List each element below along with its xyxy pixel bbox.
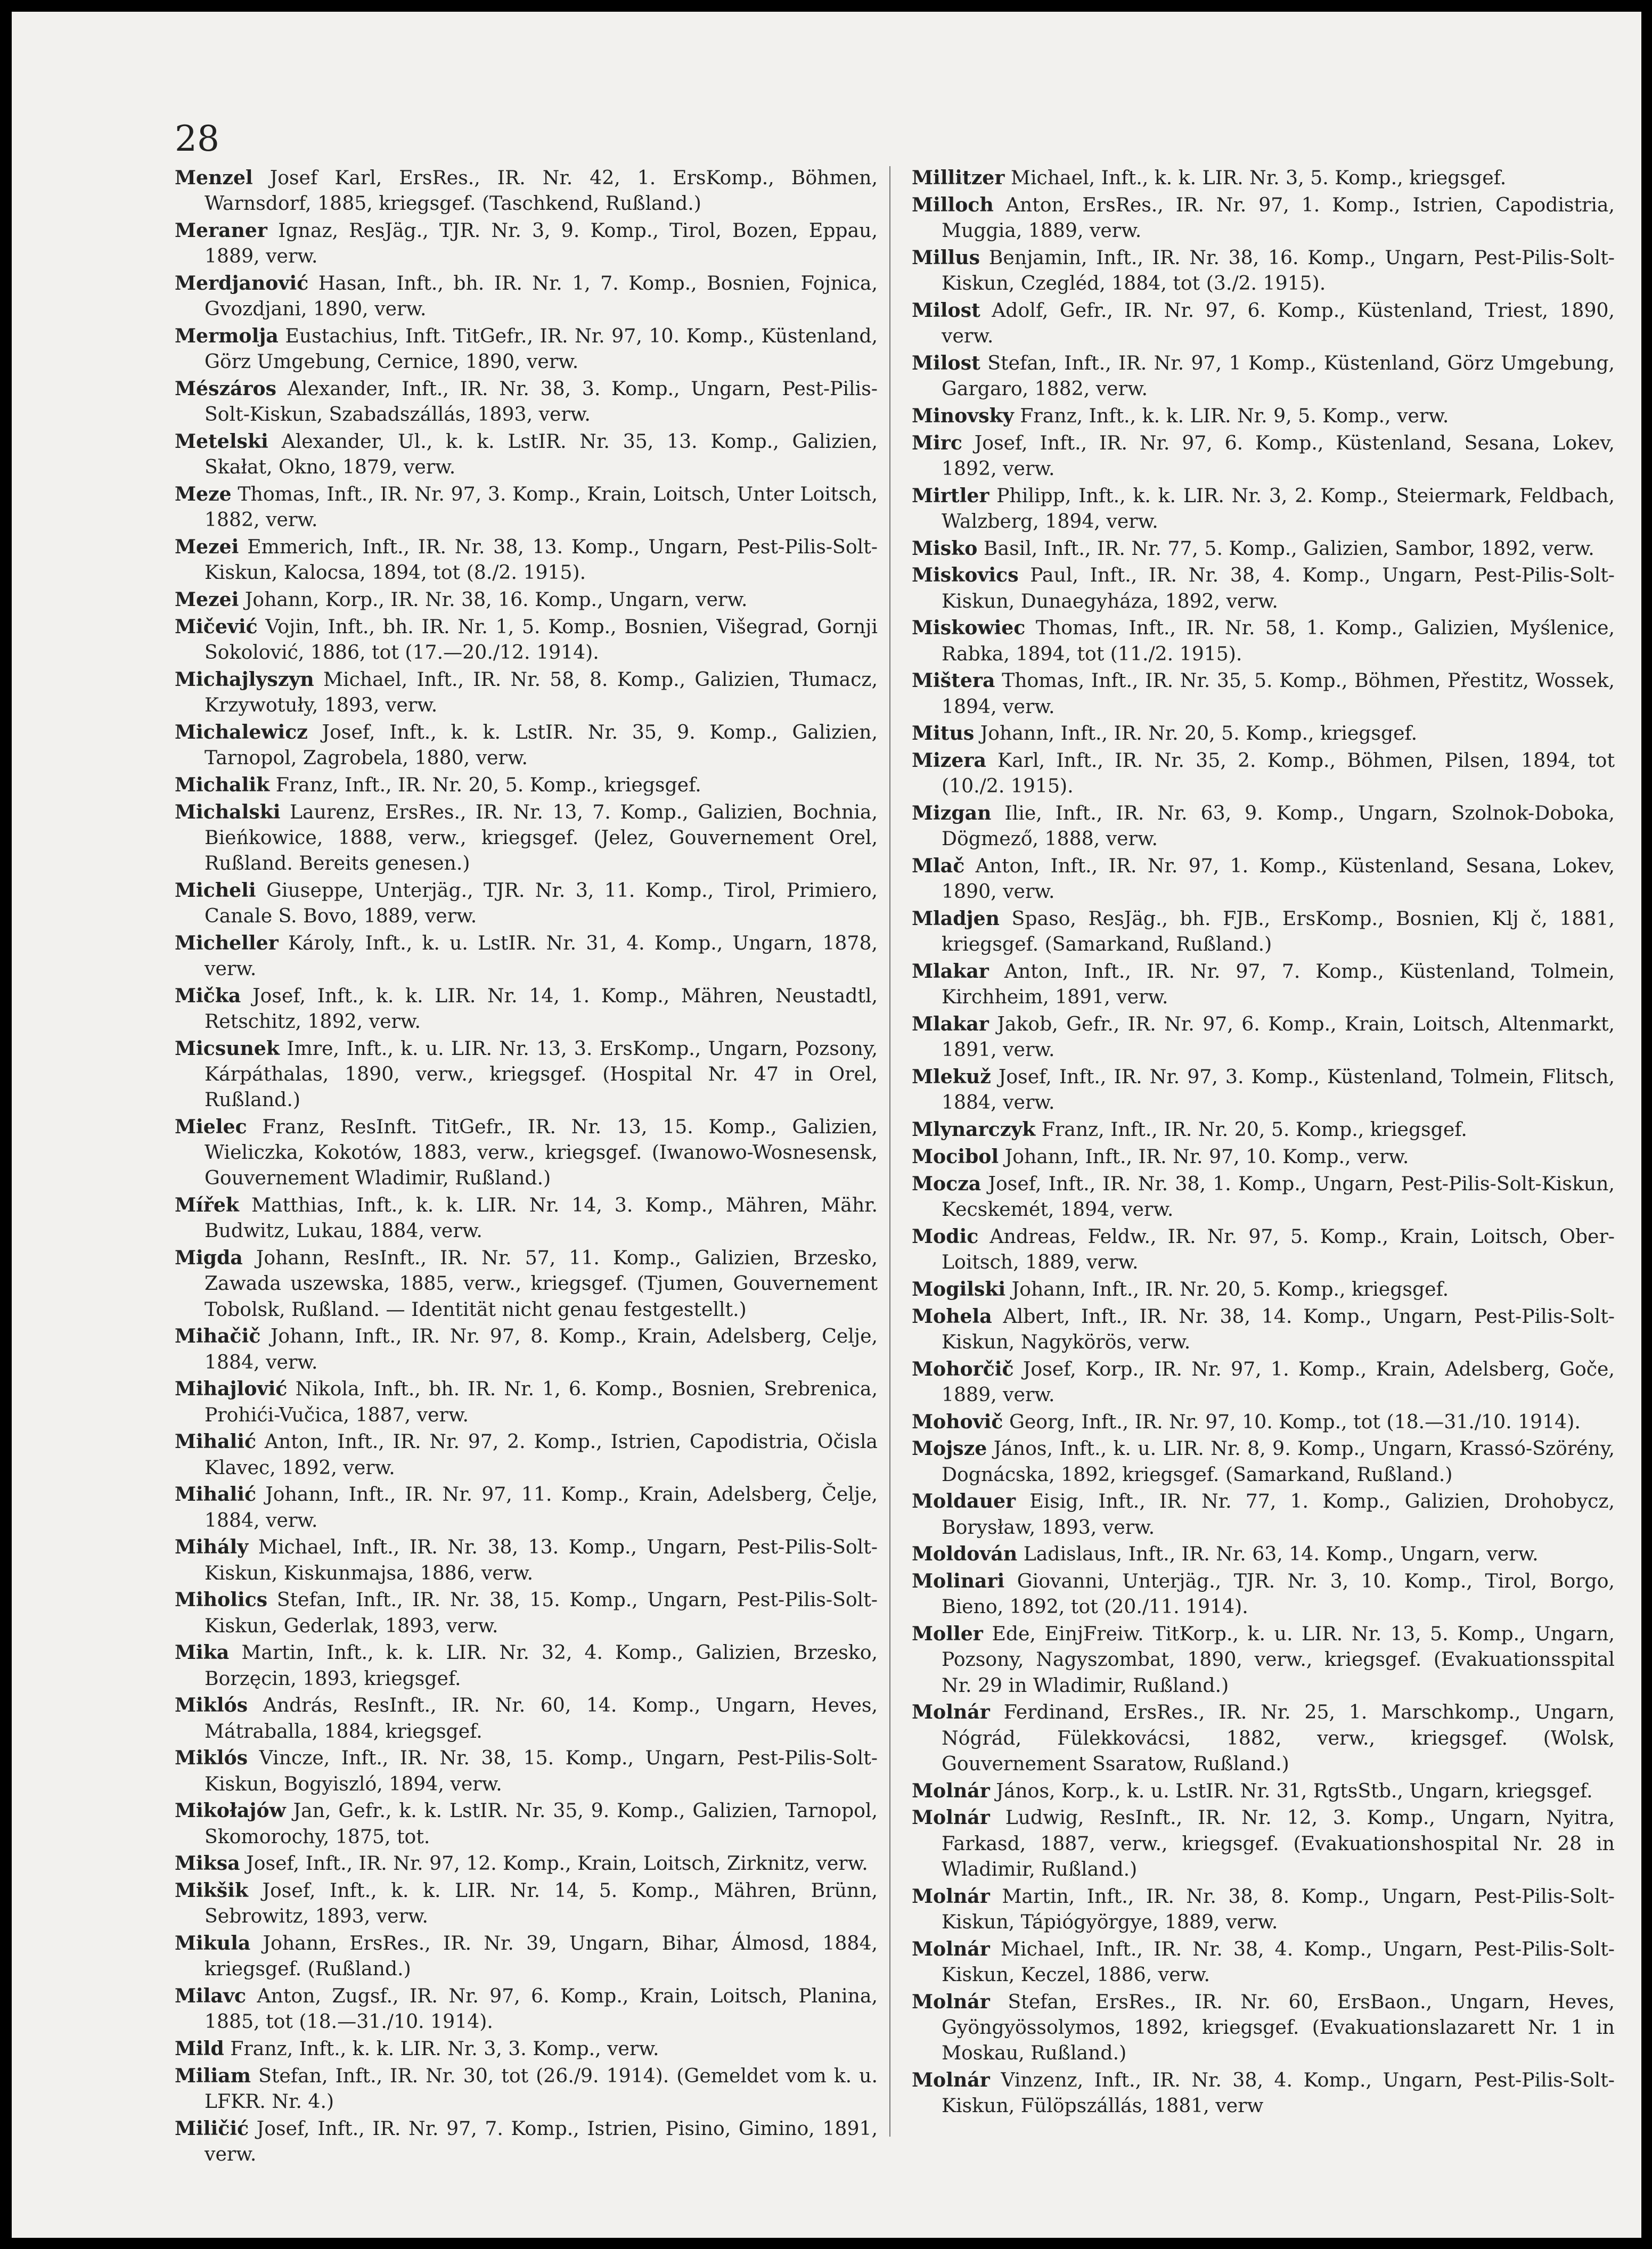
entry-surname: Michajlyszyn — [175, 667, 314, 691]
entry-details: Franz, Inft., IR. Nr. 20, 5. Komp., kriegsgef. — [1041, 1118, 1467, 1141]
entry-surname: Meraner — [175, 219, 267, 242]
entry-details: Johann, ResInft., IR. Nr. 57, 11. Komp., Galizien, Brzesko, Zawada uszewska, 1885, verw., kriegsgef. (Tjumen, Gouvernement Tobolsk, Rußland. — Identität nicht genau festgestellt.) — [205, 1246, 878, 1321]
entry-details: Josef, Inft., k. k. LstIR. Nr. 35, 9. Komp., Galizien, Tarnopol, Zagrobela, 1880, verw. — [205, 720, 878, 769]
register-entry — [175, 1323, 878, 1375]
entry-details: Ilie, Inft., IR. Nr. 63, 9. Komp., Ungarn, Szolnok-Doboka, Dögmező, 1888, verw. — [942, 802, 1615, 850]
register-entry — [912, 668, 1615, 719]
entry-surname: Mířek — [175, 1193, 239, 1217]
entry-surname: Mielec — [175, 1115, 247, 1138]
entry-surname: Milavc — [175, 1984, 247, 2008]
entry-details: Vinzenz, Inft., IR. Nr. 38, 4. Komp., Ungarn, Pest-Pilis-Solt-Kiskun, Fülöpszállás, 1881, verw — [942, 2068, 1615, 2117]
entry-surname: Molnár — [912, 1937, 990, 1960]
entry-details: Spaso, ResJäg., bh. FJB., ErsKomp., Bosnien, Klj č, 1881, kriegsgef. (Samarkand, Rußland.) — [942, 907, 1615, 956]
entry-surname: Michalewicz — [175, 720, 308, 743]
entry-details: Ignaz, ResJäg., TJR. Nr. 3, 9. Komp., Tirol, Bozen, Eppau, 1889, verw. — [205, 219, 878, 268]
entry-surname: Mild — [175, 2037, 224, 2060]
register-entry — [175, 165, 878, 216]
entry-surname: Mocza — [912, 1172, 982, 1195]
register-entry — [175, 587, 878, 612]
entry-details: Jan, Gefr., k. k. LstIR. Nr. 35, 9. Komp., Galizien, Tarnopol, Skomorochy, 1875, tot. — [205, 1799, 878, 1848]
register-entry — [175, 2063, 878, 2114]
entry-details: Paul, Inft., IR. Nr. 38, 4. Komp., Ungarn, Pest-Pilis-Solt-Kiskun, Dunaegyháza, 1892, verw. — [942, 563, 1615, 612]
register-entry — [912, 1489, 1615, 1540]
entry-details: János, Korp., k. u. LstIR. Nr. 31, RgtsStb., Ungarn, kriegsgef. — [996, 1779, 1593, 1802]
entry-details: Stefan, Inft., IR. Nr. 30, tot (26./9. 1914). (Gemeldet vom k. u. LFKR. Nr. 4.) — [205, 2064, 878, 2113]
entry-surname: Molnár — [912, 1806, 990, 1829]
register-entry — [912, 959, 1615, 1010]
entry-surname: Mezei — [175, 535, 239, 558]
entry-surname: Miksa — [175, 1852, 240, 1875]
entry-details: Adolf, Gefr., IR. Nr. 97, 6. Komp., Küstenland, Triest, 1890, verw. — [942, 298, 1615, 347]
entry-details: Anton, Zugsf., IR. Nr. 97, 6. Komp., Krain, Loitsch, Planina, 1885, tot (18.—31./10. 1914). — [205, 1984, 878, 2033]
register-entry — [175, 1429, 878, 1480]
entry-surname: Milloch — [912, 193, 994, 216]
entry-details: Eisig, Inft., IR. Nr. 77, 1. Komp., Galizien, Drohobycz, Borysław, 1893, verw. — [942, 1490, 1615, 1539]
entry-details: Johann, Inft., IR. Nr. 97, 11. Komp., Krain, Adelsberg, Čelje, 1884, verw. — [205, 1483, 878, 1532]
entry-surname: Mihajlović — [175, 1377, 288, 1401]
register-entry — [175, 983, 878, 1034]
entry-surname: Mička — [175, 984, 241, 1007]
entry-details: Benjamin, Inft., IR. Nr. 38, 16. Komp., Ungarn, Pest-Pilis-Solt-Kiskun, Czegléd, 1884, tot (3./2. 1915). — [942, 246, 1615, 295]
entry-surname: Minovsky — [912, 404, 1014, 427]
entry-surname: Mika — [175, 1641, 230, 1664]
entry-details: Károly, Inft., k. u. LstIR. Nr. 31, 4. Komp., Ungarn, 1878, verw. — [205, 931, 878, 980]
entry-surname: Mladjen — [912, 907, 1000, 930]
entry-details: Johann, Inft., IR. Nr. 20, 5. Komp., kriegsgef. — [1011, 1277, 1449, 1301]
register-entry — [912, 1621, 1615, 1698]
entry-details: Johann, Korp., IR. Nr. 38, 16. Komp., Ungarn, verw. — [244, 588, 748, 611]
register-entry — [912, 1699, 1615, 1777]
register-entry — [912, 1117, 1615, 1142]
entry-details: Josef, Inft., IR. Nr. 38, 1. Komp., Ungarn, Pest-Pilis-Solt-Kiskun, Kecskemét, 1894, verw. — [942, 1172, 1615, 1221]
entry-details: Andreas, Feldw., IR. Nr. 97, 5. Komp., Krain, Loitsch, Ober-Loitsch, 1889, verw. — [942, 1224, 1615, 1273]
entry-surname: Mihačič — [175, 1324, 261, 1348]
page-number: 28 — [175, 118, 219, 159]
register-entry — [175, 1851, 878, 1876]
register-entry — [175, 772, 878, 798]
register-entry — [912, 1936, 1615, 1988]
entry-details: Josef, Inft., IR. Nr. 97, 6. Komp., Küstenland, Sesana, Lokev, 1892, verw. — [942, 431, 1615, 480]
register-entry — [175, 1534, 878, 1585]
register-entry — [175, 667, 878, 718]
entry-surname: Micsunek — [175, 1036, 280, 1060]
register-entry — [175, 1482, 878, 1533]
entry-surname: Molnár — [912, 1700, 990, 1724]
register-entry — [912, 562, 1615, 614]
document-page — [12, 12, 1641, 2238]
entry-surname: Mištera — [912, 669, 995, 692]
entry-surname: Mohovič — [912, 1410, 1003, 1433]
entry-surname: Mlekuž — [912, 1065, 991, 1089]
entry-details: Laurenz, ErsRes., IR. Nr. 13, 7. Komp., Galizien, Bochnia, Bieńkowice, 1888, verw., kriegsgef. (Jelez, Gouvernement Orel, Rußland. Bereits genesen.) — [205, 800, 878, 874]
entry-details: Johann, Inft., IR. Nr. 97, 8. Komp., Krain, Adelsberg, Celje, 1884, verw. — [205, 1324, 878, 1373]
register-entry — [912, 1011, 1615, 1062]
register-entry — [175, 1192, 878, 1244]
entry-surname: Michalski — [175, 800, 281, 823]
entry-surname: Molnár — [912, 2068, 990, 2091]
entry-details: Josef, Inft., IR. Nr. 97, 12. Komp., Krain, Loitsch, Zirknitz, verw. — [246, 1852, 868, 1875]
entry-surname: Michalik — [175, 773, 270, 796]
register-entry — [912, 1778, 1615, 1804]
entry-surname: Moldauer — [912, 1490, 1016, 1513]
entry-surname: Miholics — [175, 1588, 268, 1612]
entry-surname: Mlakar — [912, 1012, 989, 1036]
register-entry — [912, 483, 1615, 534]
register-entry — [175, 1376, 878, 1427]
entry-surname: Mermolja — [175, 324, 279, 347]
register-entry — [912, 1436, 1615, 1487]
entry-details: Franz, Inft., k. k. LIR. Nr. 3, 3. Komp., verw. — [230, 2037, 659, 2060]
register-entry — [175, 1587, 878, 1638]
entry-surname: Molnár — [912, 1990, 990, 2013]
entry-surname: Milost — [912, 298, 980, 322]
entry-details: Martin, Inft., IR. Nr. 38, 8. Komp., Ungarn, Pest-Pilis-Solt-Kiskun, Tápiógyörgye, 1889, verw. — [942, 1884, 1615, 1933]
entry-surname: Mirtler — [912, 484, 989, 507]
entry-details: Basil, Inft., IR. Nr. 77, 5. Komp., Galizien, Sambor, 1892, verw. — [983, 536, 1594, 560]
entry-surname: Moldován — [912, 1542, 1018, 1566]
left-column — [175, 165, 878, 2169]
entry-surname: Molnár — [912, 1779, 990, 1802]
entry-details: Josef, Korp., IR. Nr. 97, 1. Komp., Krain, Adelsberg, Goče, 1889, verw. — [942, 1357, 1615, 1406]
entry-surname: Millitzer — [912, 166, 1005, 189]
register-entry — [175, 799, 878, 877]
register-entry — [912, 165, 1615, 191]
entry-surname: Micheller — [175, 931, 279, 954]
entry-surname: Mlač — [912, 854, 965, 878]
entry-surname: Micheli — [175, 878, 256, 902]
entry-surname: Miskowiec — [912, 616, 1026, 640]
register-entry — [912, 1805, 1615, 1882]
entry-surname: Milost — [912, 351, 980, 374]
entry-details: Michael, Inft., IR. Nr. 38, 13. Komp., Ungarn, Pest-Pilis-Solt-Kiskun, Kiskunmajsa, 1886, verw. — [205, 1535, 878, 1584]
entry-details: Anton, Inft., IR. Nr. 97, 7. Komp., Küstenland, Tolmein, Kirchheim, 1891, verw. — [942, 960, 1615, 1009]
entry-surname: Miličić — [175, 2117, 249, 2140]
entry-surname: Meze — [175, 482, 232, 505]
register-entry — [912, 615, 1615, 666]
entry-surname: Mihály — [175, 1535, 249, 1559]
entry-details: Josef, Inft., IR. Nr. 97, 3. Komp., Küstenland, Tolmein, Flitsch, 1884, verw. — [942, 1065, 1615, 1114]
register-entry — [912, 403, 1615, 429]
entry-details: Josef Karl, ErsRes., IR. Nr. 42, 1. ErsKomp., Böhmen, Warnsdorf, 1885, kriegsgef. (Taschkend, Rußland.) — [205, 166, 878, 215]
register-entry — [175, 878, 878, 929]
register-entry — [175, 218, 878, 269]
entry-details: Eustachius, Inft. TitGefr., IR. Nr. 97, 10. Komp., Küstenland, Görz Umgebung, Cernice, 1890, verw. — [205, 324, 878, 373]
register-entry — [912, 906, 1615, 957]
entry-details: Anton, Inft., IR. Nr. 97, 1. Komp., Küstenland, Sesana, Lokev, 1890, verw. — [942, 854, 1615, 903]
entry-surname: Mihalić — [175, 1430, 257, 1453]
register-entry — [175, 1036, 878, 1113]
entry-details: Martin, Inft., k. k. LIR. Nr. 32, 4. Komp., Galizien, Brzesko, Borzęcin, 1893, kriegsgef. — [205, 1641, 878, 1690]
entry-surname: Menzel — [175, 166, 253, 189]
entry-surname: Mikołajów — [175, 1799, 286, 1822]
register-entry — [912, 1356, 1615, 1408]
entry-surname: Mizera — [912, 749, 986, 772]
register-entry — [912, 1277, 1615, 1302]
register-entry — [912, 2067, 1615, 2119]
entry-surname: Mohela — [912, 1304, 992, 1328]
entry-details: Anton, ErsRes., IR. Nr. 97, 1. Komp., Istrien, Capodistria, Muggia, 1889, verw. — [942, 193, 1615, 242]
register-entry — [912, 800, 1615, 852]
register-entry — [175, 1745, 878, 1796]
register-entry — [175, 719, 878, 771]
entry-details: Thomas, Inft., IR. Nr. 35, 5. Komp., Böhmen, Přestitz, Wossek, 1894, verw. — [942, 669, 1615, 718]
entry-surname: Mocibol — [912, 1144, 999, 1168]
entry-details: Stefan, ErsRes., IR. Nr. 60, ErsBaon., Ungarn, Heves, Gyöngyössolymos, 1892, kriegsgef. (Evakuationslazarett Nr. 1 in Moskau, Rußland.) — [942, 1990, 1615, 2064]
entry-surname: Mitus — [912, 722, 975, 745]
entry-details: Franz, Inft., k. k. LIR. Nr. 9, 5. Komp., verw. — [1020, 404, 1449, 427]
register-entry — [912, 1224, 1615, 1275]
entry-details: Franz, ResInft. TitGefr., IR. Nr. 13, 15. Komp., Galizien, Wieliczka, Kokotów, 1883, verw., kriegsgef. (Iwanowo-Wosnesensk, Gouvernement Wladimir, Rußland.) — [205, 1115, 878, 1190]
entry-details: Ede, EinjFreiw. TitKorp., k. u. LIR. Nr. 13, 5. Komp., Ungarn, Pozsony, Nagyszombat, 1890, verw., kriegsgef. (Evakuationsspital Nr. 29 in Wladimir, Rußland.) — [942, 1622, 1615, 1697]
entry-surname: Miskovics — [912, 563, 1019, 587]
entry-surname: Mizgan — [912, 802, 992, 825]
entry-details: Karl, Inft., IR. Nr. 35, 2. Komp., Böhmen, Pilsen, 1894, tot (10./2. 1915). — [942, 749, 1615, 798]
entry-surname: Miklós — [175, 1746, 248, 1770]
entry-surname: Moller — [912, 1622, 983, 1646]
entry-details: Albert, Inft., IR. Nr. 38, 14. Komp., Ungarn, Pest-Pilis-Solt-Kiskun, Nagykörös, verw. — [942, 1304, 1615, 1353]
entry-surname: Millus — [912, 246, 980, 269]
register-entry — [175, 323, 878, 374]
register-entry — [912, 1884, 1615, 1935]
entry-details: Josef, Inft., k. k. LIR. Nr. 14, 1. Komp., Mähren, Neustadtl, Retschitz, 1892, verw. — [205, 984, 878, 1033]
register-entry — [175, 1245, 878, 1322]
entry-details: Ladislaus, Inft., IR. Nr. 63, 14. Komp., Ungarn, verw. — [1023, 1542, 1539, 1566]
register-entry — [912, 245, 1615, 296]
entry-details: János, Inft., k. u. LIR. Nr. 8, 9. Komp., Ungarn, Krassó-Szörény, Dognácska, 1892, kriegsgef. (Samarkand, Rußland.) — [942, 1437, 1615, 1486]
entry-details: Johann, Inft., IR. Nr. 97, 10. Komp., verw. — [1004, 1144, 1409, 1168]
entry-details: Giuseppe, Unterjäg., TJR. Nr. 3, 11. Komp., Tirol, Primiero, Canale S. Bovo, 1889, verw. — [205, 878, 878, 927]
register-entry — [175, 1114, 878, 1191]
entry-surname: Mikula — [175, 1932, 251, 1955]
register-entry — [175, 614, 878, 665]
register-entry — [912, 192, 1615, 243]
entry-surname: Modic — [912, 1224, 979, 1248]
register-entry — [912, 853, 1615, 904]
register-entry — [912, 430, 1615, 481]
entry-details: Hasan, Inft., bh. IR. Nr. 1, 7. Komp., Bosnien, Fojnica, Gvozdjani, 1890, verw. — [205, 272, 878, 321]
register-entry — [912, 748, 1615, 799]
register-entry — [175, 429, 878, 480]
register-entry — [912, 350, 1615, 402]
entry-details: Ludwig, ResInft., IR. Nr. 12, 3. Komp., Ungarn, Nyitra, Farkasd, 1887, verw., kriegsgef. (Evakuationshospital Nr. 28 in Wladimir, Rußland.) — [942, 1806, 1615, 1880]
entry-surname: Metelski — [175, 430, 268, 453]
entry-details: Stefan, Inft., IR. Nr. 97, 1 Komp., Küstenland, Görz Umgebung, Gargaro, 1882, verw. — [942, 351, 1615, 400]
entry-details: Josef, Inft., IR. Nr. 97, 7. Komp., Istrien, Pisino, Gimino, 1891, verw. — [205, 2117, 878, 2166]
entry-details: Philipp, Inft., k. k. LIR. Nr. 3, 2. Komp., Steiermark, Feldbach, Walzberg, 1894, verw. — [942, 484, 1615, 533]
register-entry — [912, 298, 1615, 349]
entry-surname: Mičević — [175, 615, 258, 638]
entry-surname: Misko — [912, 536, 978, 560]
entry-surname: Mezei — [175, 588, 239, 611]
register-entry — [912, 1568, 1615, 1620]
register-entry — [175, 1640, 878, 1691]
entry-details: Johann, ErsRes., IR. Nr. 39, Ungarn, Bihar, Álmosd, 1884, kriegsgef. (Rußland.) — [205, 1932, 878, 1981]
entry-details: Thomas, Inft., IR. Nr. 97, 3. Komp., Krain, Loitsch, Unter Loitsch, 1882, verw. — [205, 482, 878, 531]
entry-details: Anton, Inft., IR. Nr. 97, 2. Komp., Istrien, Capodistria, Očisla Klavec, 1892, verw. — [205, 1430, 878, 1479]
entry-surname: Merdjanović — [175, 272, 309, 295]
entry-surname: Migda — [175, 1246, 243, 1270]
entry-details: Georg, Inft., IR. Nr. 97, 10. Komp., tot (18.—31./10. 1914). — [1009, 1410, 1581, 1433]
entry-details: Ferdinand, ErsRes., IR. Nr. 25, 1. Marschkomp., Ungarn, Nógrád, Fülekkovácsi, 1882, verw., kriegsgef. (Wolsk, Gouvernement Ssaratow, Rußland.) — [942, 1700, 1615, 1775]
entry-surname: Mohorčič — [912, 1357, 1014, 1380]
register-entry — [175, 1878, 878, 1929]
register-entry — [175, 930, 878, 982]
register-entry — [175, 376, 878, 427]
column-divider — [889, 166, 890, 2137]
entry-details: Michael, Inft., IR. Nr. 38, 4. Komp., Ungarn, Pest-Pilis-Solt-Kiskun, Keczel, 1886, verw. — [942, 1937, 1615, 1986]
register-entry — [175, 1931, 878, 1982]
entry-details: Matthias, Inft., k. k. LIR. Nr. 14, 3. Komp., Mähren, Mähr. Budwitz, Lukau, 1884, verw. — [205, 1193, 878, 1242]
register-entry — [175, 2036, 878, 2062]
register-entry — [175, 1798, 878, 1849]
register-entry — [175, 1983, 878, 2034]
entry-details: Franz, Inft., IR. Nr. 20, 5. Komp., kriegsgef. — [275, 773, 701, 796]
entry-details: Vojin, Inft., bh. IR. Nr. 1, 5. Komp., Bosnien, Višegrad, Gornji Sokolović, 1886, tot (17.—20./12. 1914). — [205, 615, 878, 664]
entry-details: Michael, Inft., k. k. LIR. Nr. 3, 5. Komp., kriegsgef. — [1010, 166, 1507, 189]
entry-details: Emmerich, Inft., IR. Nr. 38, 13. Komp., Ungarn, Pest-Pilis-Solt-Kiskun, Kalocsa, 1894, tot (8./2. 1915). — [205, 535, 878, 584]
entry-details: Jakob, Gefr., IR. Nr. 97, 6. Komp., Krain, Loitsch, Altenmarkt, 1891, verw. — [942, 1012, 1615, 1061]
register-entry — [175, 534, 878, 585]
right-column — [912, 165, 1615, 2120]
register-entry — [175, 481, 878, 533]
entry-surname: Mirc — [912, 431, 962, 454]
register-entry — [912, 1064, 1615, 1115]
entry-surname: Mlynarczyk — [912, 1118, 1036, 1141]
entry-surname: Mészáros — [175, 377, 277, 400]
entry-surname: Molnár — [912, 1884, 990, 1908]
entry-surname: Molinari — [912, 1569, 1005, 1593]
register-entry — [912, 1144, 1615, 1170]
entry-details: Michael, Inft., IR. Nr. 58, 8. Komp., Galizien, Tłumacz, Krzywotuły, 1893, verw. — [205, 667, 878, 716]
register-entry — [912, 1409, 1615, 1435]
entry-details: Josef, Inft., k. k. LIR. Nr. 14, 5. Komp., Mähren, Brünn, Sebrowitz, 1893, verw. — [205, 1879, 878, 1928]
register-entry — [912, 1541, 1615, 1567]
register-entry — [912, 721, 1615, 746]
entry-details: Stefan, Inft., IR. Nr. 38, 15. Komp., Ungarn, Pest-Pilis-Solt-Kiskun, Gederlak, 1893, verw. — [205, 1588, 878, 1637]
register-entry — [175, 271, 878, 322]
entry-surname: Mlakar — [912, 960, 989, 983]
entry-details: Nikola, Inft., bh. IR. Nr. 1, 6. Komp., Bosnien, Srebrenica, Prohići-Vučica, 1887, verw. — [205, 1377, 878, 1426]
register-entry — [912, 536, 1615, 561]
register-entry — [912, 1304, 1615, 1355]
entry-surname: Mihalić — [175, 1483, 257, 1506]
register-entry — [912, 1989, 1615, 2066]
register-entry — [175, 2116, 878, 2167]
entry-surname: Mogilski — [912, 1277, 1006, 1301]
entry-surname: Miklós — [175, 1694, 248, 1717]
entry-details: Alexander, Inft., IR. Nr. 38, 3. Komp., Ungarn, Pest-Pilis-Solt-Kiskun, Szabadszállás, 1893, verw. — [205, 377, 878, 426]
entry-details: Thomas, Inft., IR. Nr. 58, 1. Komp., Galizien, Myślenice, Rabka, 1894, tot (11./2. 1915). — [942, 616, 1615, 665]
entry-details: Imre, Inft., k. u. LIR. Nr. 13, 3. ErsKomp., Ungarn, Pozsony, Kárpáthalas, 1890, verw., kriegsgef. (Hospital Nr. 47 in Orel, Rußland.) — [205, 1036, 878, 1111]
entry-surname: Mojsze — [912, 1437, 987, 1460]
entry-details: Alexander, Ul., k. k. LstIR. Nr. 35, 13. Komp., Galizien, Skałat, Okno, 1879, verw. — [205, 430, 878, 479]
entry-details: Vincze, Inft., IR. Nr. 38, 15. Komp., Ungarn, Pest-Pilis-Solt-Kiskun, Bogyiszló, 1894, verw. — [205, 1746, 878, 1795]
entry-surname: Mikšik — [175, 1879, 249, 1902]
register-entry — [175, 1692, 878, 1744]
entry-details: Johann, Inft., IR. Nr. 20, 5. Komp., kriegsgef. — [980, 722, 1418, 745]
entry-surname: Miliam — [175, 2064, 251, 2087]
register-entry — [912, 1171, 1615, 1222]
entry-details: András, ResInft., IR. Nr. 60, 14. Komp., Ungarn, Heves, Mátraballa, 1884, kriegsgef. — [205, 1694, 878, 1743]
entry-details: Giovanni, Unterjäg., TJR. Nr. 3, 10. Komp., Tirol, Borgo, Bieno, 1892, tot (20./11. 1914). — [942, 1569, 1615, 1618]
